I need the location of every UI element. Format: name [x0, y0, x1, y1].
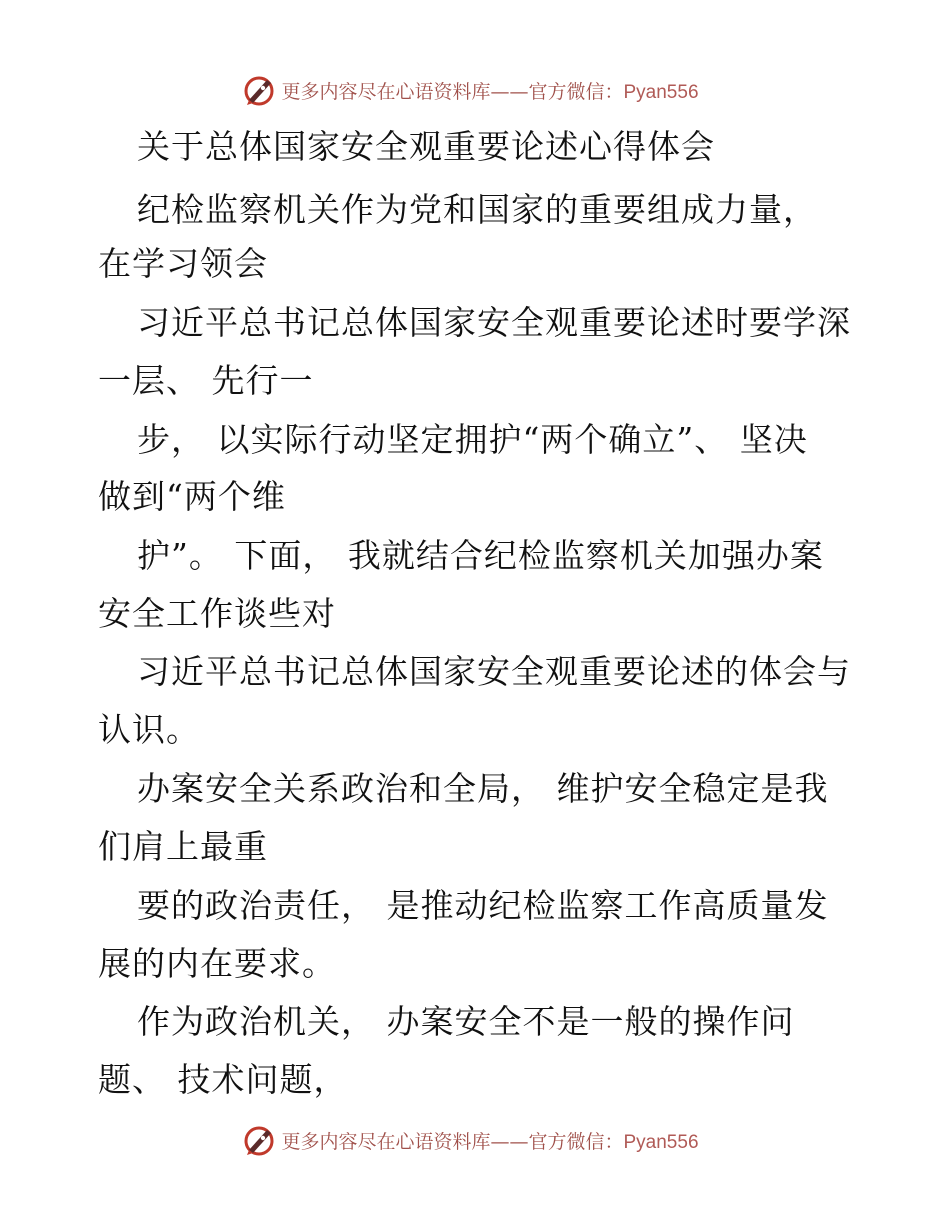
banner-brand: 更多内容尽在心语资料库: [281, 80, 491, 103]
body-line: 办案安全关系政治和全局， 维护安全稳定是我: [137, 769, 829, 808]
banner-wechat-id: Pyan556: [623, 1131, 699, 1153]
footer-banner: [0, 1120, 950, 1160]
banner-brand: 更多内容尽在心语资料库: [281, 1130, 491, 1153]
pen-logo-icon: [241, 1122, 277, 1158]
banner-separator: ——: [490, 80, 529, 103]
body-line: 认识。: [98, 710, 200, 749]
body-line: 习近平总书记总体国家安全观重要论述的体会与: [137, 652, 851, 691]
body-line: 要的政治责任， 是推动纪检监察工作高质量发: [137, 886, 829, 925]
body-line: 展的内在要求。: [98, 944, 336, 983]
document-title: 关于总体国家安全观重要论述心得体会: [137, 127, 715, 166]
body-line: 做到“两个维: [98, 477, 286, 516]
body-line: 安全工作谈些对: [98, 594, 336, 633]
body-line: 习近平总书记总体国家安全观重要论述时要学深: [137, 303, 851, 342]
body-line: 步， 以实际行动坚定拥护“两个确立”、 坚决: [137, 420, 808, 459]
body-line: 们肩上最重: [98, 827, 268, 866]
body-line: 护”。 下面， 我就结合纪检监察机关加强办案: [137, 536, 824, 575]
banner-wechat-id: Pyan556: [623, 81, 699, 103]
body-line: 作为政治机关， 办案安全不是一般的操作问: [137, 1002, 795, 1041]
body-line: 一层、 先行一: [98, 361, 314, 400]
pen-logo-icon: [241, 72, 277, 108]
body-line: 题、 技术问题，: [98, 1060, 348, 1099]
body-line: 纪检监察机关作为党和国家的重要组成力量，: [137, 190, 817, 229]
banner-wechat-label: 官方微信：: [528, 1130, 624, 1153]
banner-text: [281, 77, 698, 104]
body-line: 在学习领会: [98, 244, 268, 283]
banner-text: [281, 1127, 698, 1154]
banner-wechat-label: 官方微信：: [528, 80, 624, 103]
header-banner: [0, 70, 950, 110]
banner-separator: ——: [490, 1130, 529, 1153]
